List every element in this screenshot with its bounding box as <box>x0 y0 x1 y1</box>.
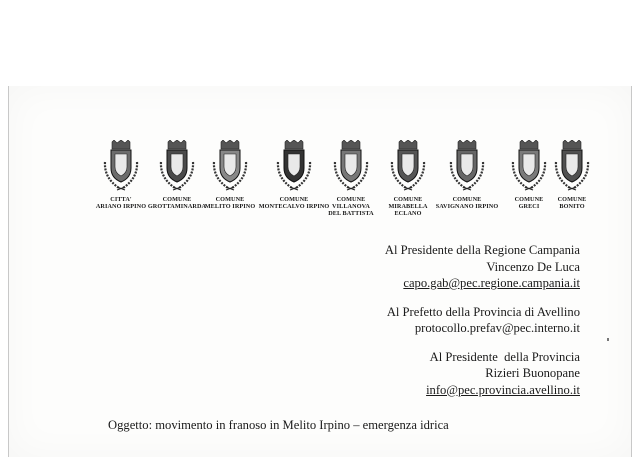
recipient-prefetto <box>385 304 580 337</box>
crest-name: COMUNE MONTECALVO IRPINO <box>258 196 330 210</box>
recipient-email[interactable]: capo.gab@pec.regione.campania.it <box>403 276 580 290</box>
recipient-regione <box>385 242 580 292</box>
recipient-line: Al Presidente della Regione Campania <box>384 243 580 257</box>
municipal-crests-row <box>0 140 638 230</box>
recipient-line: Vincenzo De Luca <box>486 259 580 274</box>
crest-name: COMUNE BONITO <box>557 196 587 210</box>
recipient-email[interactable]: info@pec.provincia.avellino.it <box>426 382 580 397</box>
recipient-email[interactable]: protocollo.prefav@pec.interno.it <box>414 321 580 335</box>
recipients-block <box>385 242 580 410</box>
coat-of-arms-melito-irpino-icon <box>210 140 250 192</box>
crest-9 <box>527 140 617 210</box>
crest-name: COMUNE GRECI <box>514 196 544 210</box>
recipient-provincia <box>385 349 580 399</box>
recipient-line: Al Prefetto della Provincia di Avellino <box>386 304 580 319</box>
subject-line: Oggetto: movimento in franoso in Melito Irpino – emergenza idrica <box>108 418 449 432</box>
crest-name: COMUNE MIRABELLA ECLANO <box>388 196 428 217</box>
crest-name: COMUNE MELITO IRPINO <box>204 196 256 210</box>
scan-speck <box>607 338 609 341</box>
crest-name: COMUNE SAVIGNANO IRPINO <box>435 196 499 210</box>
crest-name: CITTA' ARIANO IRPINO <box>95 196 147 210</box>
recipient-line: Al Presidente della Provincia <box>429 349 580 364</box>
crest-name: COMUNE GROTTAMINARDA <box>147 196 207 210</box>
coat-of-arms-savignano-irpino-icon <box>447 140 487 192</box>
crest-name: COMUNE VILLANOVA DEL BATTISTA <box>328 196 374 217</box>
coat-of-arms-bonito-icon <box>552 140 592 192</box>
recipient-line: Rizieri Buonopane <box>485 366 580 380</box>
